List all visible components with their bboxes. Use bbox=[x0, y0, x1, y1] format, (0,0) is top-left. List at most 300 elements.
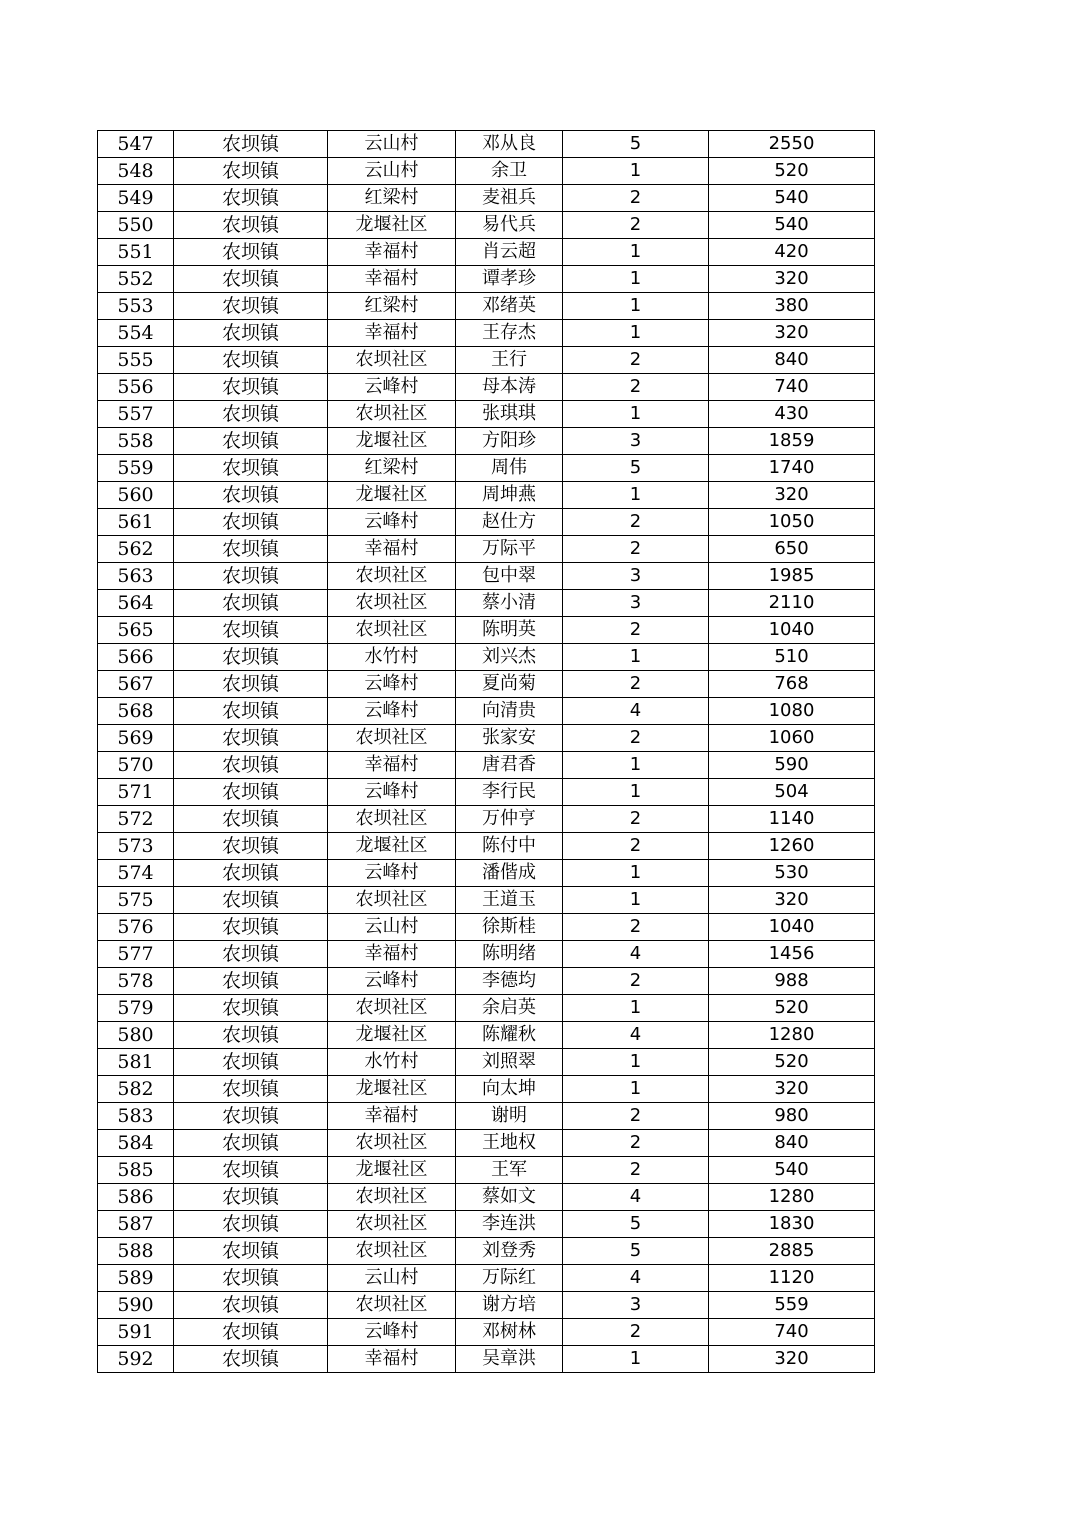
count-cell: 1 bbox=[563, 995, 709, 1022]
name-cell: 潘偕成 bbox=[456, 860, 563, 887]
row-number-cell: 570 bbox=[98, 752, 174, 779]
village-cell: 幸福村 bbox=[328, 752, 456, 779]
village-cell: 云峰村 bbox=[328, 779, 456, 806]
village-cell: 红梁村 bbox=[328, 293, 456, 320]
amount-cell: 530 bbox=[709, 860, 875, 887]
town-cell: 农坝镇 bbox=[174, 347, 328, 374]
table-row bbox=[98, 941, 875, 968]
count-cell: 3 bbox=[563, 1292, 709, 1319]
town-cell: 农坝镇 bbox=[174, 914, 328, 941]
row-number-cell: 575 bbox=[98, 887, 174, 914]
name-cell: 李德均 bbox=[456, 968, 563, 995]
count-cell: 2 bbox=[563, 617, 709, 644]
amount-cell: 1050 bbox=[709, 509, 875, 536]
row-number-cell: 548 bbox=[98, 158, 174, 185]
count-cell: 2 bbox=[563, 374, 709, 401]
amount-cell: 1985 bbox=[709, 563, 875, 590]
table-row bbox=[98, 239, 875, 266]
row-number-cell: 561 bbox=[98, 509, 174, 536]
count-cell: 3 bbox=[563, 563, 709, 590]
count-cell: 4 bbox=[563, 941, 709, 968]
row-number-cell: 581 bbox=[98, 1049, 174, 1076]
count-cell: 1 bbox=[563, 1049, 709, 1076]
town-cell: 农坝镇 bbox=[174, 968, 328, 995]
amount-cell: 2550 bbox=[709, 131, 875, 158]
village-cell: 水竹村 bbox=[328, 1049, 456, 1076]
village-cell: 龙堰社区 bbox=[328, 1022, 456, 1049]
town-cell: 农坝镇 bbox=[174, 1184, 328, 1211]
amount-cell: 2885 bbox=[709, 1238, 875, 1265]
row-number-cell: 584 bbox=[98, 1130, 174, 1157]
village-cell: 农坝社区 bbox=[328, 347, 456, 374]
name-cell: 周伟 bbox=[456, 455, 563, 482]
table-row bbox=[98, 914, 875, 941]
count-cell: 4 bbox=[563, 1184, 709, 1211]
table-row bbox=[98, 671, 875, 698]
village-cell: 云峰村 bbox=[328, 671, 456, 698]
count-cell: 1 bbox=[563, 401, 709, 428]
row-number-cell: 572 bbox=[98, 806, 174, 833]
village-cell: 云峰村 bbox=[328, 374, 456, 401]
name-cell: 邓从良 bbox=[456, 131, 563, 158]
name-cell: 肖云超 bbox=[456, 239, 563, 266]
name-cell: 万际红 bbox=[456, 1265, 563, 1292]
table-row bbox=[98, 617, 875, 644]
table-row bbox=[98, 563, 875, 590]
table-row bbox=[98, 158, 875, 185]
count-cell: 2 bbox=[563, 185, 709, 212]
count-cell: 5 bbox=[563, 1211, 709, 1238]
row-number-cell: 589 bbox=[98, 1265, 174, 1292]
town-cell: 农坝镇 bbox=[174, 725, 328, 752]
town-cell: 农坝镇 bbox=[174, 752, 328, 779]
row-number-cell: 585 bbox=[98, 1157, 174, 1184]
town-cell: 农坝镇 bbox=[174, 158, 328, 185]
count-cell: 2 bbox=[563, 1130, 709, 1157]
name-cell: 向太坤 bbox=[456, 1076, 563, 1103]
amount-cell: 540 bbox=[709, 1157, 875, 1184]
amount-cell: 380 bbox=[709, 293, 875, 320]
table-row bbox=[98, 1265, 875, 1292]
town-cell: 农坝镇 bbox=[174, 1265, 328, 1292]
village-cell: 龙堰社区 bbox=[328, 212, 456, 239]
row-number-cell: 554 bbox=[98, 320, 174, 347]
amount-cell: 320 bbox=[709, 320, 875, 347]
row-number-cell: 551 bbox=[98, 239, 174, 266]
name-cell: 邓绪英 bbox=[456, 293, 563, 320]
table-row bbox=[98, 266, 875, 293]
row-number-cell: 586 bbox=[98, 1184, 174, 1211]
amount-cell: 740 bbox=[709, 374, 875, 401]
amount-cell: 1080 bbox=[709, 698, 875, 725]
name-cell: 包中翠 bbox=[456, 563, 563, 590]
name-cell: 余启英 bbox=[456, 995, 563, 1022]
row-number-cell: 560 bbox=[98, 482, 174, 509]
town-cell: 农坝镇 bbox=[174, 1211, 328, 1238]
town-cell: 农坝镇 bbox=[174, 617, 328, 644]
table-row bbox=[98, 374, 875, 401]
table-row bbox=[98, 1130, 875, 1157]
count-cell: 2 bbox=[563, 968, 709, 995]
town-cell: 农坝镇 bbox=[174, 185, 328, 212]
row-number-cell: 567 bbox=[98, 671, 174, 698]
town-cell: 农坝镇 bbox=[174, 374, 328, 401]
count-cell: 1 bbox=[563, 1346, 709, 1373]
village-cell: 龙堰社区 bbox=[328, 1076, 456, 1103]
count-cell: 1 bbox=[563, 239, 709, 266]
row-number-cell: 547 bbox=[98, 131, 174, 158]
amount-cell: 1040 bbox=[709, 617, 875, 644]
count-cell: 2 bbox=[563, 833, 709, 860]
table-row bbox=[98, 887, 875, 914]
count-cell: 2 bbox=[563, 1319, 709, 1346]
town-cell: 农坝镇 bbox=[174, 941, 328, 968]
table-row bbox=[98, 1292, 875, 1319]
amount-cell: 1140 bbox=[709, 806, 875, 833]
town-cell: 农坝镇 bbox=[174, 428, 328, 455]
town-cell: 农坝镇 bbox=[174, 239, 328, 266]
name-cell: 赵仕方 bbox=[456, 509, 563, 536]
name-cell: 王存杰 bbox=[456, 320, 563, 347]
amount-cell: 1280 bbox=[709, 1022, 875, 1049]
count-cell: 2 bbox=[563, 806, 709, 833]
count-cell: 1 bbox=[563, 860, 709, 887]
count-cell: 1 bbox=[563, 158, 709, 185]
row-number-cell: 573 bbox=[98, 833, 174, 860]
village-cell: 龙堰社区 bbox=[328, 482, 456, 509]
village-cell: 云山村 bbox=[328, 914, 456, 941]
count-cell: 4 bbox=[563, 1265, 709, 1292]
town-cell: 农坝镇 bbox=[174, 1076, 328, 1103]
count-cell: 5 bbox=[563, 455, 709, 482]
table-row bbox=[98, 212, 875, 239]
table-row bbox=[98, 860, 875, 887]
village-cell: 农坝社区 bbox=[328, 1184, 456, 1211]
name-cell: 谢方培 bbox=[456, 1292, 563, 1319]
town-cell: 农坝镇 bbox=[174, 320, 328, 347]
name-cell: 陈耀秋 bbox=[456, 1022, 563, 1049]
row-number-cell: 553 bbox=[98, 293, 174, 320]
name-cell: 易代兵 bbox=[456, 212, 563, 239]
amount-cell: 840 bbox=[709, 1130, 875, 1157]
town-cell: 农坝镇 bbox=[174, 536, 328, 563]
table-row bbox=[98, 482, 875, 509]
count-cell: 1 bbox=[563, 752, 709, 779]
amount-cell: 1120 bbox=[709, 1265, 875, 1292]
row-number-cell: 558 bbox=[98, 428, 174, 455]
amount-cell: 1740 bbox=[709, 455, 875, 482]
count-cell: 1 bbox=[563, 293, 709, 320]
town-cell: 农坝镇 bbox=[174, 1022, 328, 1049]
table-row bbox=[98, 1184, 875, 1211]
row-number-cell: 582 bbox=[98, 1076, 174, 1103]
amount-cell: 510 bbox=[709, 644, 875, 671]
town-cell: 农坝镇 bbox=[174, 590, 328, 617]
village-cell: 农坝社区 bbox=[328, 887, 456, 914]
row-number-cell: 552 bbox=[98, 266, 174, 293]
table-row bbox=[98, 1346, 875, 1373]
village-cell: 农坝社区 bbox=[328, 1238, 456, 1265]
count-cell: 5 bbox=[563, 131, 709, 158]
row-number-cell: 563 bbox=[98, 563, 174, 590]
town-cell: 农坝镇 bbox=[174, 293, 328, 320]
amount-cell: 1859 bbox=[709, 428, 875, 455]
village-cell: 幸福村 bbox=[328, 239, 456, 266]
amount-cell: 2110 bbox=[709, 590, 875, 617]
village-cell: 农坝社区 bbox=[328, 806, 456, 833]
village-cell: 云峰村 bbox=[328, 1319, 456, 1346]
row-number-cell: 571 bbox=[98, 779, 174, 806]
row-number-cell: 559 bbox=[98, 455, 174, 482]
name-cell: 王地权 bbox=[456, 1130, 563, 1157]
town-cell: 农坝镇 bbox=[174, 482, 328, 509]
village-cell: 农坝社区 bbox=[328, 401, 456, 428]
count-cell: 5 bbox=[563, 1238, 709, 1265]
amount-cell: 1260 bbox=[709, 833, 875, 860]
row-number-cell: 592 bbox=[98, 1346, 174, 1373]
count-cell: 1 bbox=[563, 320, 709, 347]
town-cell: 农坝镇 bbox=[174, 995, 328, 1022]
town-cell: 农坝镇 bbox=[174, 698, 328, 725]
village-cell: 云峰村 bbox=[328, 860, 456, 887]
row-number-cell: 578 bbox=[98, 968, 174, 995]
amount-cell: 520 bbox=[709, 1049, 875, 1076]
amount-cell: 988 bbox=[709, 968, 875, 995]
amount-cell: 740 bbox=[709, 1319, 875, 1346]
amount-cell: 559 bbox=[709, 1292, 875, 1319]
amount-cell: 1060 bbox=[709, 725, 875, 752]
town-cell: 农坝镇 bbox=[174, 509, 328, 536]
town-cell: 农坝镇 bbox=[174, 1292, 328, 1319]
table-row bbox=[98, 590, 875, 617]
row-number-cell: 590 bbox=[98, 1292, 174, 1319]
village-cell: 云山村 bbox=[328, 158, 456, 185]
table-row bbox=[98, 968, 875, 995]
row-number-cell: 549 bbox=[98, 185, 174, 212]
name-cell: 麦祖兵 bbox=[456, 185, 563, 212]
amount-cell: 540 bbox=[709, 212, 875, 239]
data-table bbox=[97, 130, 875, 1373]
table-row bbox=[98, 1157, 875, 1184]
count-cell: 1 bbox=[563, 482, 709, 509]
village-cell: 农坝社区 bbox=[328, 1292, 456, 1319]
table-row bbox=[98, 347, 875, 374]
village-cell: 农坝社区 bbox=[328, 563, 456, 590]
name-cell: 陈明绪 bbox=[456, 941, 563, 968]
town-cell: 农坝镇 bbox=[174, 833, 328, 860]
village-cell: 农坝社区 bbox=[328, 995, 456, 1022]
count-cell: 2 bbox=[563, 671, 709, 698]
name-cell: 夏尚菊 bbox=[456, 671, 563, 698]
amount-cell: 590 bbox=[709, 752, 875, 779]
table-row bbox=[98, 509, 875, 536]
table-row bbox=[98, 806, 875, 833]
count-cell: 1 bbox=[563, 1076, 709, 1103]
name-cell: 邓树林 bbox=[456, 1319, 563, 1346]
town-cell: 农坝镇 bbox=[174, 1319, 328, 1346]
row-number-cell: 579 bbox=[98, 995, 174, 1022]
table-row bbox=[98, 833, 875, 860]
village-cell: 农坝社区 bbox=[328, 725, 456, 752]
name-cell: 张琪琪 bbox=[456, 401, 563, 428]
table-row bbox=[98, 995, 875, 1022]
row-number-cell: 580 bbox=[98, 1022, 174, 1049]
name-cell: 母本涛 bbox=[456, 374, 563, 401]
row-number-cell: 557 bbox=[98, 401, 174, 428]
village-cell: 农坝社区 bbox=[328, 617, 456, 644]
village-cell: 幸福村 bbox=[328, 266, 456, 293]
name-cell: 张家安 bbox=[456, 725, 563, 752]
row-number-cell: 555 bbox=[98, 347, 174, 374]
name-cell: 谭孝珍 bbox=[456, 266, 563, 293]
village-cell: 幸福村 bbox=[328, 320, 456, 347]
count-cell: 2 bbox=[563, 212, 709, 239]
town-cell: 农坝镇 bbox=[174, 671, 328, 698]
village-cell: 农坝社区 bbox=[328, 1211, 456, 1238]
count-cell: 2 bbox=[563, 509, 709, 536]
row-number-cell: 550 bbox=[98, 212, 174, 239]
amount-cell: 420 bbox=[709, 239, 875, 266]
village-cell: 云峰村 bbox=[328, 698, 456, 725]
village-cell: 云山村 bbox=[328, 131, 456, 158]
town-cell: 农坝镇 bbox=[174, 644, 328, 671]
row-number-cell: 566 bbox=[98, 644, 174, 671]
amount-cell: 650 bbox=[709, 536, 875, 563]
row-number-cell: 565 bbox=[98, 617, 174, 644]
amount-cell: 320 bbox=[709, 1076, 875, 1103]
name-cell: 陈付中 bbox=[456, 833, 563, 860]
town-cell: 农坝镇 bbox=[174, 266, 328, 293]
amount-cell: 1830 bbox=[709, 1211, 875, 1238]
name-cell: 万际平 bbox=[456, 536, 563, 563]
table-row bbox=[98, 752, 875, 779]
town-cell: 农坝镇 bbox=[174, 1130, 328, 1157]
table-row bbox=[98, 1103, 875, 1130]
name-cell: 谢明 bbox=[456, 1103, 563, 1130]
town-cell: 农坝镇 bbox=[174, 1049, 328, 1076]
amount-cell: 430 bbox=[709, 401, 875, 428]
count-cell: 2 bbox=[563, 536, 709, 563]
amount-cell: 504 bbox=[709, 779, 875, 806]
town-cell: 农坝镇 bbox=[174, 1103, 328, 1130]
town-cell: 农坝镇 bbox=[174, 1238, 328, 1265]
name-cell: 李行民 bbox=[456, 779, 563, 806]
table-row bbox=[98, 455, 875, 482]
count-cell: 1 bbox=[563, 779, 709, 806]
village-cell: 龙堰社区 bbox=[328, 833, 456, 860]
amount-cell: 320 bbox=[709, 266, 875, 293]
count-cell: 1 bbox=[563, 644, 709, 671]
name-cell: 吴章洪 bbox=[456, 1346, 563, 1373]
name-cell: 陈明英 bbox=[456, 617, 563, 644]
amount-cell: 520 bbox=[709, 158, 875, 185]
table-row bbox=[98, 1076, 875, 1103]
count-cell: 4 bbox=[563, 1022, 709, 1049]
village-cell: 农坝社区 bbox=[328, 590, 456, 617]
village-cell: 水竹村 bbox=[328, 644, 456, 671]
count-cell: 1 bbox=[563, 266, 709, 293]
table-body bbox=[98, 131, 875, 1373]
amount-cell: 320 bbox=[709, 887, 875, 914]
town-cell: 农坝镇 bbox=[174, 779, 328, 806]
row-number-cell: 569 bbox=[98, 725, 174, 752]
table-row bbox=[98, 1022, 875, 1049]
amount-cell: 768 bbox=[709, 671, 875, 698]
row-number-cell: 562 bbox=[98, 536, 174, 563]
name-cell: 王行 bbox=[456, 347, 563, 374]
count-cell: 3 bbox=[563, 428, 709, 455]
count-cell: 2 bbox=[563, 347, 709, 374]
row-number-cell: 588 bbox=[98, 1238, 174, 1265]
name-cell: 王军 bbox=[456, 1157, 563, 1184]
row-number-cell: 564 bbox=[98, 590, 174, 617]
name-cell: 向清贵 bbox=[456, 698, 563, 725]
name-cell: 方阳珍 bbox=[456, 428, 563, 455]
village-cell: 云峰村 bbox=[328, 509, 456, 536]
amount-cell: 1280 bbox=[709, 1184, 875, 1211]
table-row bbox=[98, 428, 875, 455]
name-cell: 余卫 bbox=[456, 158, 563, 185]
count-cell: 4 bbox=[563, 698, 709, 725]
town-cell: 农坝镇 bbox=[174, 563, 328, 590]
row-number-cell: 556 bbox=[98, 374, 174, 401]
table-row bbox=[98, 185, 875, 212]
count-cell: 2 bbox=[563, 1103, 709, 1130]
row-number-cell: 576 bbox=[98, 914, 174, 941]
count-cell: 2 bbox=[563, 725, 709, 752]
count-cell: 1 bbox=[563, 887, 709, 914]
town-cell: 农坝镇 bbox=[174, 1346, 328, 1373]
row-number-cell: 574 bbox=[98, 860, 174, 887]
count-cell: 3 bbox=[563, 590, 709, 617]
table-row bbox=[98, 1319, 875, 1346]
name-cell: 刘照翠 bbox=[456, 1049, 563, 1076]
town-cell: 农坝镇 bbox=[174, 860, 328, 887]
table-row bbox=[98, 293, 875, 320]
amount-cell: 320 bbox=[709, 1346, 875, 1373]
amount-cell: 1040 bbox=[709, 914, 875, 941]
village-cell: 幸福村 bbox=[328, 941, 456, 968]
table-row bbox=[98, 131, 875, 158]
amount-cell: 1456 bbox=[709, 941, 875, 968]
town-cell: 农坝镇 bbox=[174, 401, 328, 428]
amount-cell: 520 bbox=[709, 995, 875, 1022]
name-cell: 李连洪 bbox=[456, 1211, 563, 1238]
village-cell: 幸福村 bbox=[328, 1103, 456, 1130]
table-row bbox=[98, 536, 875, 563]
village-cell: 云山村 bbox=[328, 1265, 456, 1292]
table-row bbox=[98, 1238, 875, 1265]
village-cell: 幸福村 bbox=[328, 1346, 456, 1373]
row-number-cell: 577 bbox=[98, 941, 174, 968]
table-row bbox=[98, 644, 875, 671]
name-cell: 蔡如文 bbox=[456, 1184, 563, 1211]
town-cell: 农坝镇 bbox=[174, 131, 328, 158]
name-cell: 唐君香 bbox=[456, 752, 563, 779]
town-cell: 农坝镇 bbox=[174, 887, 328, 914]
village-cell: 农坝社区 bbox=[328, 1130, 456, 1157]
table-row bbox=[98, 401, 875, 428]
amount-cell: 980 bbox=[709, 1103, 875, 1130]
table-row bbox=[98, 698, 875, 725]
table-row bbox=[98, 779, 875, 806]
count-cell: 2 bbox=[563, 914, 709, 941]
name-cell: 徐斯桂 bbox=[456, 914, 563, 941]
amount-cell: 540 bbox=[709, 185, 875, 212]
amount-cell: 320 bbox=[709, 482, 875, 509]
table-row bbox=[98, 1049, 875, 1076]
town-cell: 农坝镇 bbox=[174, 1157, 328, 1184]
